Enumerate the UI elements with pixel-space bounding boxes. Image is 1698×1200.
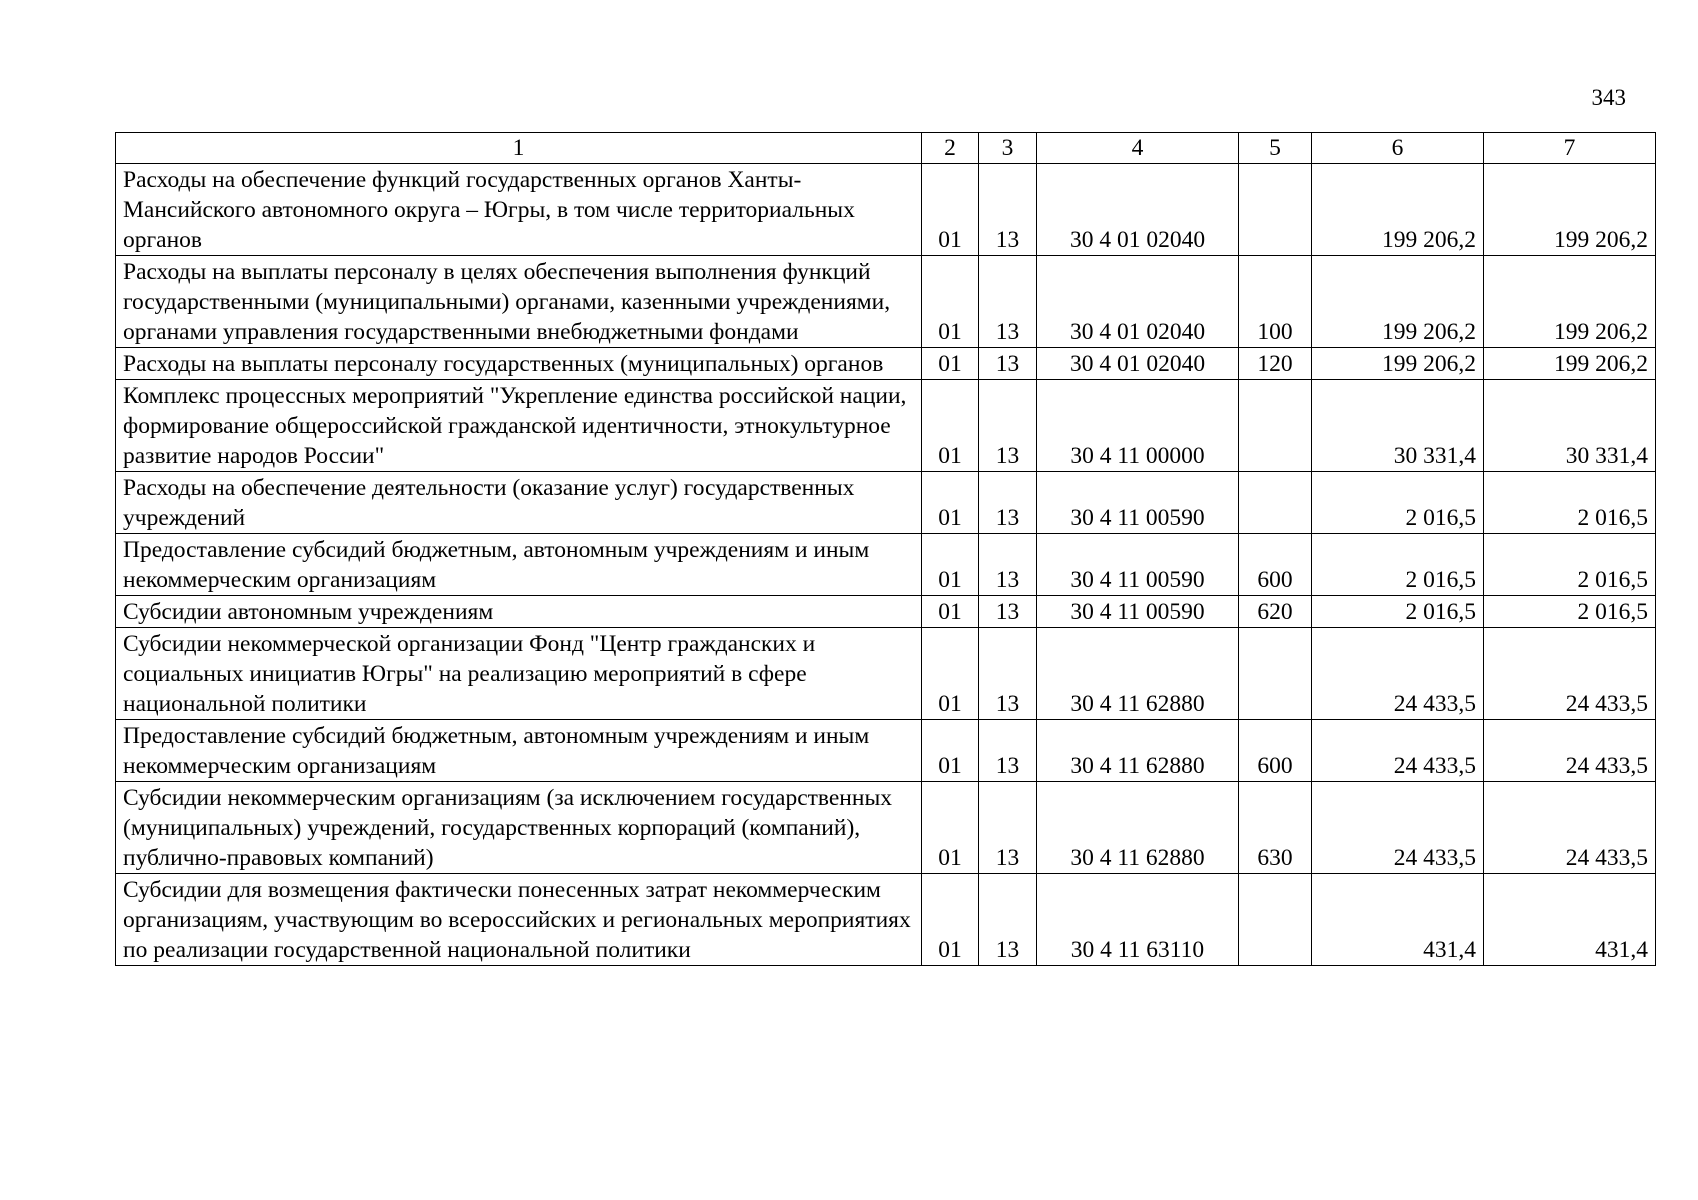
amount-year2-cell: 24 433,5 [1484, 628, 1656, 720]
target-article-cell: 30 4 01 02040 [1037, 348, 1239, 380]
amount-year2-cell: 2 016,5 [1484, 534, 1656, 596]
amount-year1-cell: 2 016,5 [1312, 472, 1484, 534]
expense-type-cell [1239, 164, 1312, 256]
expense-name-cell: Расходы на выплаты персоналу в целях обеспечения выполнения функций государственными (муниципальными) органами, казенными учреждениями, органами управления государственными внебюджетными фондами [116, 256, 922, 348]
expense-type-cell [1239, 874, 1312, 966]
target-article-cell: 30 4 11 62880 [1037, 720, 1239, 782]
budget-table [115, 132, 1656, 966]
amount-year2-cell: 24 433,5 [1484, 782, 1656, 874]
column-header: 6 [1312, 133, 1484, 164]
target-article-cell: 30 4 11 62880 [1037, 628, 1239, 720]
target-article-cell: 30 4 11 00000 [1037, 380, 1239, 472]
expense-name-cell: Расходы на обеспечение функций государственных органов Ханты-Мансийского автономного округа – Югры, в том числе территориальных органов [116, 164, 922, 256]
table-row [116, 596, 1656, 628]
page-number: 343 [1591, 85, 1626, 110]
section-code-cell: 01 [922, 628, 979, 720]
expense-type-cell: 600 [1239, 720, 1312, 782]
subsection-code-cell: 13 [979, 874, 1037, 966]
expense-name-cell: Предоставление субсидий бюджетным, автономным учреждениям и иным некоммерческим организациям [116, 720, 922, 782]
amount-year1-cell: 199 206,2 [1312, 164, 1484, 256]
amount-year2-cell: 199 206,2 [1484, 348, 1656, 380]
amount-year1-cell: 431,4 [1312, 874, 1484, 966]
subsection-code-cell: 13 [979, 720, 1037, 782]
table-row [116, 164, 1656, 256]
expense-name-cell: Субсидии автономным учреждениям [116, 596, 922, 628]
amount-year1-cell: 24 433,5 [1312, 720, 1484, 782]
table-row [116, 380, 1656, 472]
expense-type-cell [1239, 472, 1312, 534]
table-row [116, 472, 1656, 534]
section-code-cell: 01 [922, 782, 979, 874]
expense-type-cell [1239, 628, 1312, 720]
subsection-code-cell: 13 [979, 628, 1037, 720]
amount-year2-cell: 199 206,2 [1484, 256, 1656, 348]
amount-year1-cell: 30 331,4 [1312, 380, 1484, 472]
subsection-code-cell: 13 [979, 380, 1037, 472]
amount-year2-cell: 30 331,4 [1484, 380, 1656, 472]
section-code-cell: 01 [922, 256, 979, 348]
subsection-code-cell: 13 [979, 596, 1037, 628]
target-article-cell: 30 4 11 63110 [1037, 874, 1239, 966]
section-code-cell: 01 [922, 380, 979, 472]
expense-name-cell: Субсидии некоммерческой организации Фонд "Центр гражданских и социальных инициатив Югры" на реализацию мероприятий в сфере национальной политики [116, 628, 922, 720]
subsection-code-cell: 13 [979, 256, 1037, 348]
expense-type-cell: 630 [1239, 782, 1312, 874]
section-code-cell: 01 [922, 164, 979, 256]
column-header: 7 [1484, 133, 1656, 164]
table-row [116, 628, 1656, 720]
subsection-code-cell: 13 [979, 164, 1037, 256]
amount-year1-cell: 24 433,5 [1312, 628, 1484, 720]
column-header: 3 [979, 133, 1037, 164]
section-code-cell: 01 [922, 720, 979, 782]
target-article-cell: 30 4 11 00590 [1037, 472, 1239, 534]
table-header-row [116, 133, 1656, 164]
target-article-cell: 30 4 11 62880 [1037, 782, 1239, 874]
expense-type-cell [1239, 380, 1312, 472]
expense-type-cell: 620 [1239, 596, 1312, 628]
amount-year1-cell: 24 433,5 [1312, 782, 1484, 874]
table-row [116, 720, 1656, 782]
amount-year2-cell: 24 433,5 [1484, 720, 1656, 782]
target-article-cell: 30 4 01 02040 [1037, 256, 1239, 348]
amount-year2-cell: 199 206,2 [1484, 164, 1656, 256]
subsection-code-cell: 13 [979, 348, 1037, 380]
expense-name-cell: Предоставление субсидий бюджетным, автономным учреждениям и иным некоммерческим организациям [116, 534, 922, 596]
section-code-cell: 01 [922, 472, 979, 534]
expense-name-cell: Субсидии для возмещения фактически понесенных затрат некоммерческим организациям, участвующим во всероссийских и региональных мероприятиях по реализации государственной национальной политики [116, 874, 922, 966]
section-code-cell: 01 [922, 534, 979, 596]
column-header: 1 [116, 133, 922, 164]
column-header: 2 [922, 133, 979, 164]
subsection-code-cell: 13 [979, 782, 1037, 874]
column-header: 4 [1037, 133, 1239, 164]
table-row [116, 534, 1656, 596]
expense-type-cell: 120 [1239, 348, 1312, 380]
amount-year2-cell: 2 016,5 [1484, 596, 1656, 628]
subsection-code-cell: 13 [979, 472, 1037, 534]
target-article-cell: 30 4 11 00590 [1037, 534, 1239, 596]
amount-year1-cell: 2 016,5 [1312, 534, 1484, 596]
table-row [116, 874, 1656, 966]
column-header: 5 [1239, 133, 1312, 164]
section-code-cell: 01 [922, 596, 979, 628]
target-article-cell: 30 4 01 02040 [1037, 164, 1239, 256]
table-row [116, 782, 1656, 874]
amount-year1-cell: 199 206,2 [1312, 256, 1484, 348]
amount-year2-cell: 2 016,5 [1484, 472, 1656, 534]
amount-year1-cell: 2 016,5 [1312, 596, 1484, 628]
expense-name-cell: Комплекс процессных мероприятий "Укрепление единства российской нации, формирование общероссийской гражданской идентичности, этнокультурное развитие народов России" [116, 380, 922, 472]
expense-type-cell: 600 [1239, 534, 1312, 596]
target-article-cell: 30 4 11 00590 [1037, 596, 1239, 628]
subsection-code-cell: 13 [979, 534, 1037, 596]
section-code-cell: 01 [922, 348, 979, 380]
amount-year1-cell: 199 206,2 [1312, 348, 1484, 380]
amount-year2-cell: 431,4 [1484, 874, 1656, 966]
expense-type-cell: 100 [1239, 256, 1312, 348]
section-code-cell: 01 [922, 874, 979, 966]
expense-name-cell: Субсидии некоммерческим организациям (за исключением государственных (муниципальных) учреждений, государственных корпораций (компаний), публично-правовых компаний) [116, 782, 922, 874]
table-row [116, 348, 1656, 380]
expense-name-cell: Расходы на обеспечение деятельности (оказание услуг) государственных учреждений [116, 472, 922, 534]
expense-name-cell: Расходы на выплаты персоналу государственных (муниципальных) органов [116, 348, 922, 380]
table-row [116, 256, 1656, 348]
